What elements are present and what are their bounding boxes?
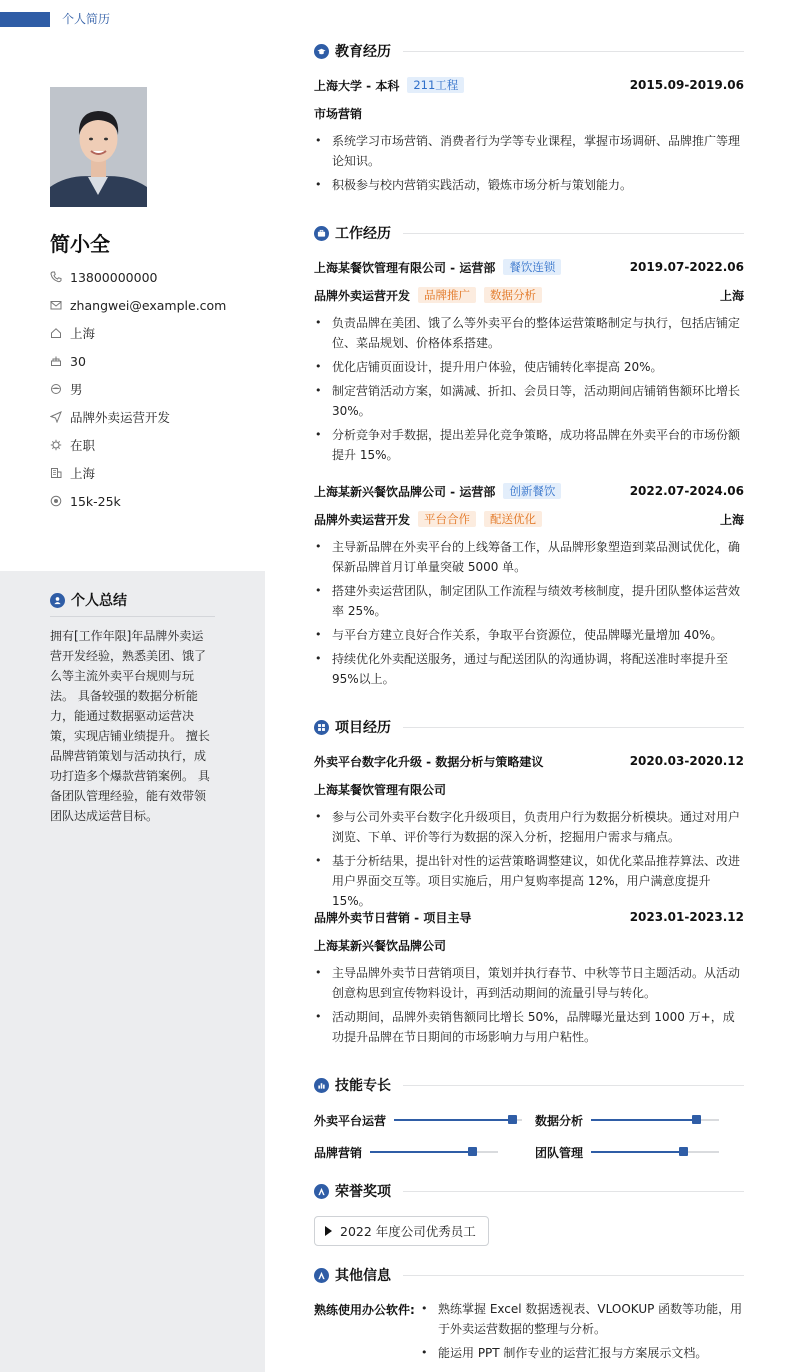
- profile-name: 简小全: [50, 232, 110, 256]
- job-1-header: [314, 258, 744, 276]
- job-2-company-tag: 创新餐饮: [503, 483, 561, 499]
- contact-email: [50, 295, 226, 315]
- job-1-role-tag: 数据分析: [484, 287, 542, 303]
- list-item: • 积极参与校内营销实践活动，锻炼市场分析与策划能力。: [315, 178, 633, 192]
- brand-label: 个人简历: [62, 12, 111, 26]
- skill-item: [535, 1143, 719, 1161]
- list-item: • 持续优化外卖配送服务，通过与配送团队的沟通协调，将配送准时率提升至 95%以上。: [315, 652, 729, 686]
- briefcase-icon: [314, 226, 329, 241]
- contact-target-role-text: 品牌外卖运营开发: [70, 410, 171, 425]
- skill-track: [370, 1151, 498, 1153]
- project-1-bullets: [314, 807, 744, 915]
- contact-location: [50, 323, 95, 343]
- job-2-role-row: [314, 510, 744, 528]
- project-1-date: 2020.03-2020.12: [629, 754, 744, 768]
- list-item: • 搭建外卖运营团队，制定团队工作流程与绩效考核制度，提升团队整体运营效率 25%。: [315, 584, 741, 618]
- project-2-bullets: [314, 963, 744, 1051]
- list-item: • 负责品牌在美团、饿了么等外卖平台的整体运营策略制定与执行，包括店铺定位、菜品规划、价格体系搭建。: [315, 316, 741, 350]
- education-title: 教育经历: [335, 44, 391, 60]
- graduation-cap-icon: [314, 44, 329, 59]
- summary-text: 拥有[工作年限]年品牌外卖运营开发经验，熟悉美团、饿了么等主流外卖平台规则与玩法。 具备较强的数据分析能力，能通过数据驱动运营决策，实现店铺业绩提升。 擅长品牌营销策划与活动执行，成功打造多个爆款营销案例。 具备团队管理经验，能有效带领团队达成运营目标。: [50, 629, 210, 823]
- send-icon: [50, 411, 62, 423]
- list-item: • 主导品牌外卖节日营销项目，策划并执行春节、中秋等节日主题活动。从活动创意构思到宣传物料设计，再到活动期间的流量引导与转化。: [315, 966, 741, 1000]
- skill-knob: [692, 1115, 701, 1124]
- project-2-date: 2023.01-2023.12: [629, 910, 744, 924]
- bar-chart-icon: [314, 1078, 329, 1093]
- contact-salary-text: 15k-25k: [70, 493, 121, 509]
- job-2-company: 上海某新兴餐饮品牌公司 - 运营部: [314, 484, 496, 499]
- cake-icon: [50, 355, 62, 367]
- skill-label: 品牌营销: [314, 1145, 363, 1160]
- list-item: • 系统学习市场营销、消费者行为学等专业课程，掌握市场调研、品牌推广等理论知识。: [315, 134, 741, 168]
- education-row: [314, 76, 744, 94]
- contact-gender: [50, 379, 83, 399]
- contact-phone-text: 13800000000: [70, 269, 158, 285]
- work-title: 工作经历: [335, 226, 391, 242]
- job-2-role-tag: 配送优化: [484, 511, 542, 527]
- avatar: [50, 87, 147, 207]
- skill-label: 数据分析: [535, 1113, 584, 1128]
- skill-fill: [394, 1119, 512, 1121]
- brand-bar: [0, 12, 50, 27]
- phone-icon: [50, 271, 62, 283]
- education-tag: 211工程: [407, 77, 464, 93]
- education-header: [314, 41, 744, 61]
- other-header: [314, 1265, 744, 1285]
- awards-rule: [403, 1191, 744, 1192]
- mail-icon: [50, 299, 62, 311]
- awards-title: 荣誉奖项: [335, 1184, 391, 1200]
- salary-icon: [50, 495, 62, 507]
- projects-header: [314, 717, 744, 737]
- summary-header: [50, 590, 127, 610]
- education-major: 市场营销: [314, 106, 363, 121]
- home-icon: [50, 327, 62, 339]
- job-1-company-tag: 餐饮连锁: [503, 259, 561, 275]
- skills-title: 技能专长: [335, 1078, 391, 1094]
- skill-track: [591, 1151, 719, 1153]
- contact-work-city-text: 上海: [70, 466, 96, 481]
- contact-target-role: [50, 407, 170, 427]
- list-item: • 能运用 PPT 制作专业的运营汇报与方案展示文档。: [421, 1346, 708, 1360]
- skill-knob: [508, 1115, 517, 1124]
- skill-fill: [370, 1151, 472, 1153]
- status-icon: [50, 439, 62, 451]
- education-major-row: [314, 104, 744, 122]
- project-2-header: [314, 908, 744, 926]
- job-1-bullets: [314, 313, 744, 469]
- other-label: 熟练使用办公软件:: [314, 1303, 415, 1317]
- user-icon: [50, 593, 65, 608]
- contact-gender-text: 男: [70, 382, 83, 397]
- skill-item: [535, 1111, 719, 1129]
- skill-label: 外卖平台运营: [314, 1113, 387, 1128]
- contact-age-text: 30: [70, 353, 86, 369]
- education-date: 2015.09-2019.06: [629, 78, 744, 92]
- list-item: • 基于分析结果，提出针对性的运营策略调整建议，如优化菜品推荐算法、改进用户界面交互等。项目实施后，用户复购率提高 12%，用户满意度提升 15%。: [315, 854, 741, 908]
- building-icon: [50, 467, 62, 479]
- other-title: 其他信息: [335, 1268, 391, 1284]
- project-2-name: 品牌外卖节日营销 - 项目主导: [314, 910, 472, 925]
- education-rule: [403, 51, 744, 52]
- projects-rule: [403, 727, 744, 728]
- contact-status: [50, 435, 95, 455]
- other-rule: [403, 1275, 744, 1276]
- list-item: • 熟练掌握 Excel 数据透视表、VLOOKUP 函数等功能，用于外卖运营数据的整理与分析。: [421, 1302, 743, 1336]
- list-item: • 分析竞争对手数据，提出差异化竞争策略，成功将品牌在外卖平台的市场份额提升 15%。: [315, 428, 741, 462]
- project-1-org: 上海某餐饮管理有限公司: [314, 782, 447, 797]
- skill-item: [314, 1111, 522, 1129]
- contact-status-text: 在职: [70, 438, 96, 453]
- other-bullets: [420, 1299, 744, 1367]
- job-2-date: 2022.07-2024.06: [629, 484, 744, 498]
- contact-salary: [50, 491, 121, 511]
- grid-icon: [314, 720, 329, 735]
- education-school: 上海大学 - 本科: [314, 78, 400, 93]
- list-item: • 活动期间，品牌外卖销售额同比增长 50%，品牌曝光量达到 1000 万+，成功提升品牌在节日期间的市场影响力与用户粘性。: [315, 1010, 735, 1044]
- project-1-org-row: [314, 780, 744, 798]
- award-icon: [314, 1184, 329, 1199]
- contact-location-text: 上海: [70, 326, 96, 341]
- skills-header: [314, 1075, 744, 1095]
- gender-icon: [50, 383, 62, 395]
- job-1-role: 品牌外卖运营开发: [314, 288, 411, 303]
- skill-label: 团队管理: [535, 1145, 584, 1160]
- list-item: • 参与公司外卖平台数字化升级项目，负责用户行为数据分析模块。通过对用户浏览、下单、评价等行为数据的深入分析，挖掘用户需求与痛点。: [315, 810, 741, 844]
- job-2-role-tag: 平台合作: [418, 511, 476, 527]
- skill-knob: [468, 1147, 477, 1156]
- award-label: 2022 年度公司优秀员工: [340, 1224, 476, 1239]
- skill-track: [591, 1119, 719, 1121]
- list-item: • 主导新品牌在外卖平台的上线筹备工作，从品牌形象塑造到菜品测试优化，确保新品牌首月订单量突破 5000 单。: [315, 540, 741, 574]
- project-1-header: [314, 752, 744, 770]
- list-item: • 与平台方建立良好合作关系，争取平台资源位，使品牌曝光量增加 40%。: [315, 628, 723, 642]
- skills-rule: [403, 1085, 744, 1086]
- skill-track: [394, 1119, 522, 1121]
- job-1-city: 上海: [719, 288, 744, 303]
- job-2-city: 上海: [719, 512, 744, 527]
- project-1-name: 外卖平台数字化升级 - 数据分析与策略建议: [314, 754, 544, 769]
- job-1-company: 上海某餐饮管理有限公司 - 运营部: [314, 260, 496, 275]
- list-item: • 优化店铺页面设计，提升用户体验，使店铺转化率提高 20%。: [315, 360, 663, 374]
- list-item: • 制定营销活动方案，如满减、折扣、会员日等，活动期间店铺销售额环比增长 30%。: [315, 384, 741, 418]
- job-2-header: [314, 482, 744, 500]
- project-2-org-row: [314, 936, 744, 954]
- summary-title: 个人总结: [71, 593, 127, 609]
- skill-fill: [591, 1151, 683, 1153]
- work-header: [314, 223, 744, 243]
- summary-divider: [50, 616, 215, 617]
- job-2-role: 品牌外卖运营开发: [314, 512, 411, 527]
- job-2-bullets: [314, 537, 744, 693]
- job-1-role-row: [314, 286, 744, 304]
- awards-header: [314, 1181, 744, 1201]
- education-bullets: [314, 131, 744, 199]
- contact-work-city: [50, 463, 95, 483]
- award-item[interactable]: [314, 1216, 489, 1246]
- skill-item: [314, 1143, 498, 1161]
- job-1-role-tag: 品牌推广: [418, 287, 476, 303]
- job-1-date: 2019.07-2022.06: [629, 260, 744, 274]
- project-2-org: 上海某新兴餐饮品牌公司: [314, 938, 447, 953]
- contact-email-text: zhangwei@example.com: [70, 297, 227, 313]
- contact-phone: [50, 267, 157, 287]
- work-rule: [403, 233, 744, 234]
- contact-age: [50, 351, 86, 371]
- skill-knob: [679, 1147, 688, 1156]
- play-icon: [325, 1226, 332, 1236]
- info-icon: [314, 1268, 329, 1283]
- projects-title: 项目经历: [335, 720, 391, 736]
- skill-fill: [591, 1119, 696, 1121]
